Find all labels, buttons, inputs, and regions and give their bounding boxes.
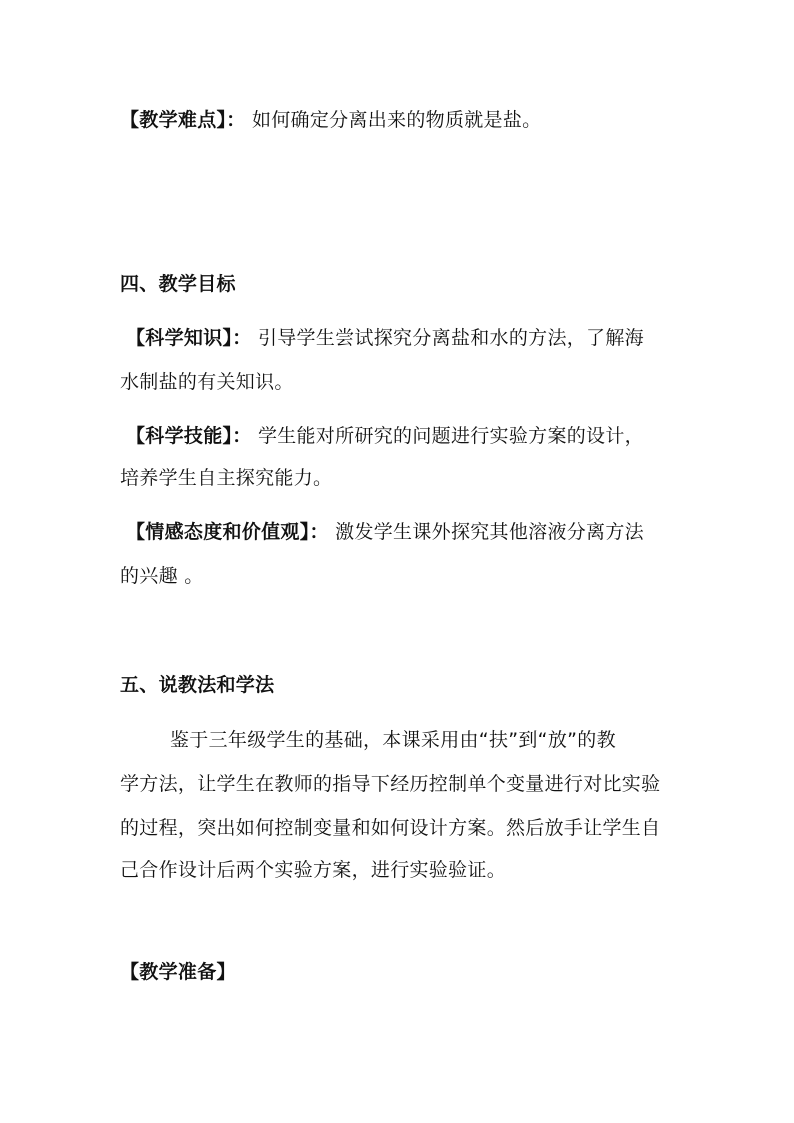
- teaching-difficulty-text: 如何确定分离出来的物质就是盐。: [251, 109, 542, 131]
- science-knowledge-line-1: [126, 326, 644, 350]
- science-skills-line-1: [126, 424, 644, 448]
- teaching-preparation-heading: 【教学准备】: [120, 961, 236, 983]
- attitude-values-line-2: 的兴趣 。: [120, 565, 204, 587]
- teaching-difficulty: [120, 108, 541, 132]
- attitude-values-label: 【情感态度和价值观】：: [126, 521, 329, 543]
- science-knowledge-line-2: 水制盐的有关知识。: [120, 371, 294, 393]
- science-knowledge-label: 【科学知识】：: [126, 327, 252, 349]
- section-5-heading: 五、说教法和学法: [120, 674, 275, 696]
- attitude-values-line-1: [126, 520, 644, 544]
- teaching-difficulty-label: 【教学难点】：: [120, 109, 246, 131]
- method-paragraph-line-1: 鉴于三年级学生的基础，本课采用由“扶”到“放”的教: [170, 729, 616, 751]
- science-knowledge-text: 引导学生尝试探究分离盐和水的方法，了解海: [257, 327, 644, 349]
- method-paragraph-line-4: 己合作设计后两个实验方案，进行实验验证。: [120, 859, 507, 881]
- method-paragraph-line-3: 的过程，突出如何控制变量和如何设计方案。然后放手让学生自: [120, 817, 661, 839]
- method-paragraph-line-2: 学方法，让学生在教师的指导下经历控制单个变量进行对比实验: [120, 773, 661, 795]
- section-4-heading: 四、教学目标: [120, 273, 236, 295]
- science-skills-text: 学生能对所研究的问题进行实验方案的设计，: [257, 425, 644, 447]
- attitude-values-text: 激发学生课外探究其他溶液分离方法: [335, 521, 644, 543]
- science-skills-label: 【科学技能】：: [126, 425, 252, 447]
- science-skills-line-2: 培养学生自主探究能力。: [120, 467, 333, 489]
